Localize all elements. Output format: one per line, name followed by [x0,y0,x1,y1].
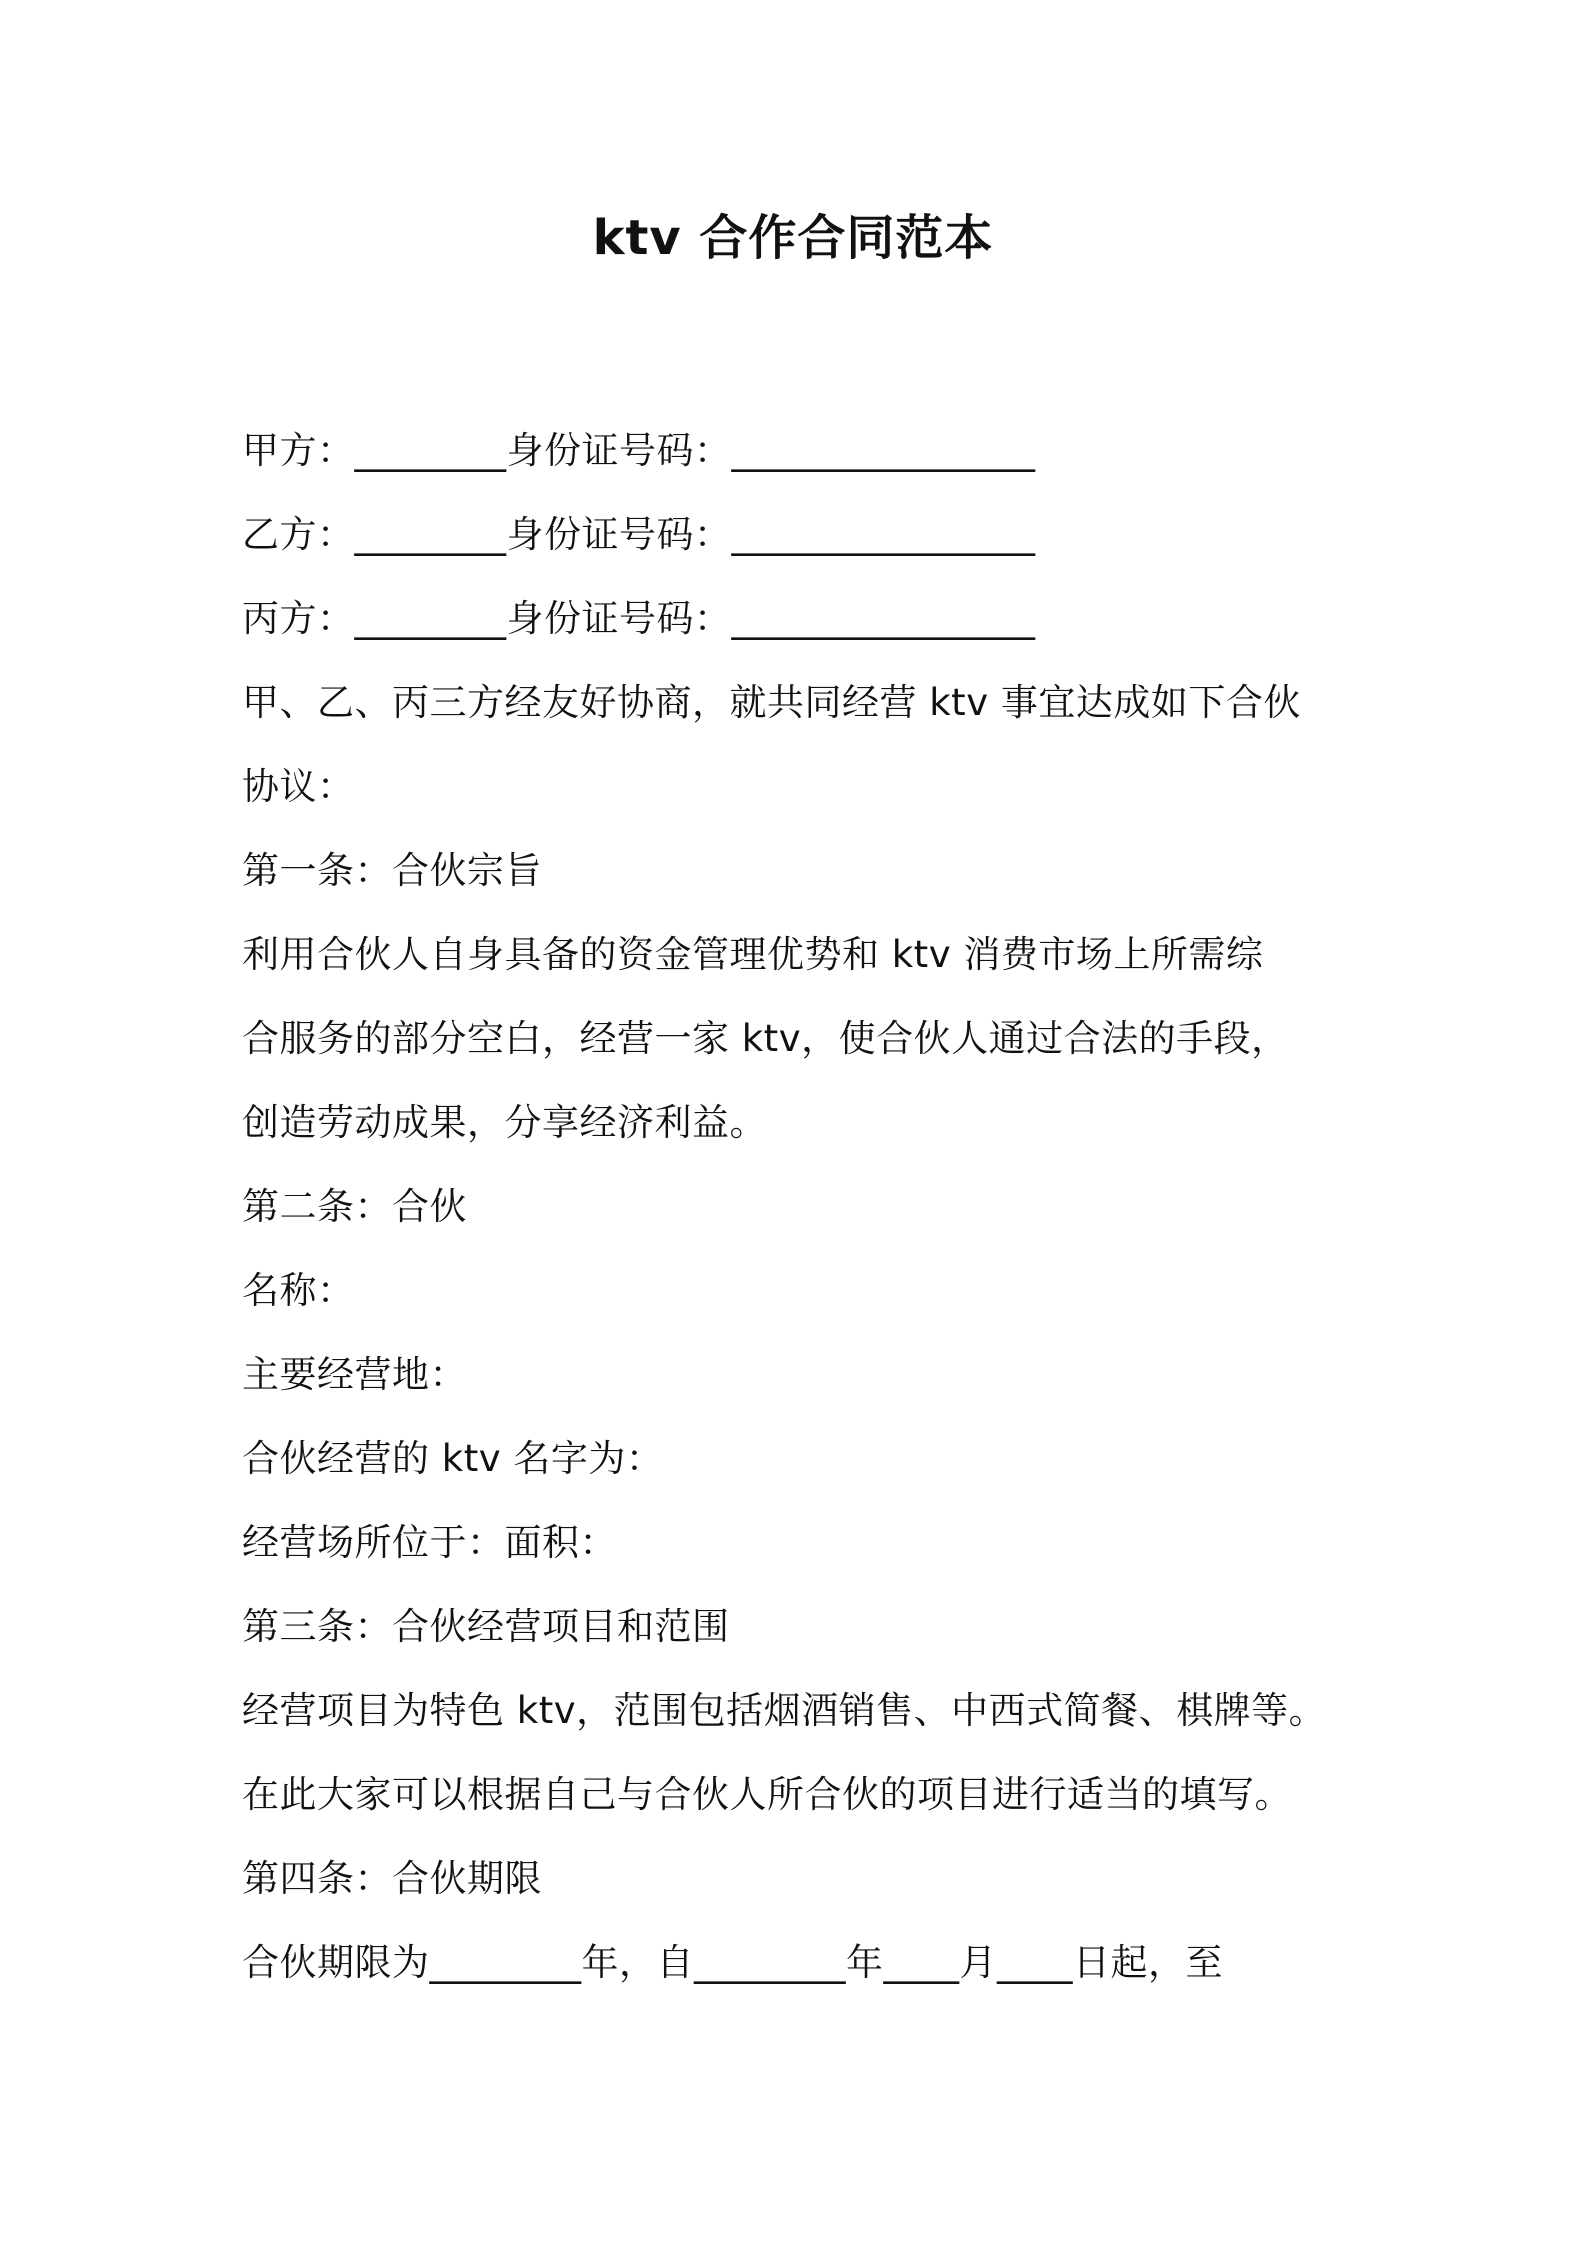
article-1-text-line-2: 合服务的部分空白，经营一家 ktv，使合伙人通过合法的手段， [242,1017,1289,1060]
article-1-heading: 第一条：合伙宗旨 [242,849,542,892]
party-c-line: 丙方：________身份证号码：________________ [242,597,1036,640]
article-2-heading: 第二条：合伙 [242,1185,467,1228]
document-body [242,409,1362,2005]
article-3-text-line-1: 经营项目为特色 ktv，范围包括烟酒销售、中西式简餐、棋牌等。 [242,1689,1327,1732]
article-1-text-line-1: 利用合伙人自身具备的资金管理优势和 ktv 消费市场上所需综 [242,933,1264,976]
party-b-line: 乙方：________身份证号码：________________ [242,513,1036,556]
agreement-intro-line-1: 甲、乙、丙三方经友好协商，就共同经营 ktv 事宜达成如下合伙 [242,681,1301,724]
article-4-text-line-1: 合伙期限为________年，自________年____月____日起，至 [242,1941,1223,1984]
name-field-line: 名称： [242,1269,355,1312]
article-3-heading: 第三条：合伙经营项目和范围 [242,1605,730,1648]
article-4-heading: 第四条：合伙期限 [242,1857,542,1900]
document-title: ktv 合作合同范本 [592,210,994,266]
article-1-text-line-3: 创造劳动成果，分享经济利益。 [242,1101,767,1144]
article-3-text-line-2: 在此大家可以根据自己与合伙人所合伙的项目进行适当的填写。 [242,1773,1292,1816]
ktv-name-line: 合伙经营的 ktv 名字为： [242,1437,664,1480]
agreement-intro-line-2: 协议： [242,765,355,808]
main-business-location-line: 主要经营地： [242,1353,467,1396]
business-premises-line: 经营场所位于：面积： [242,1521,617,1564]
party-a-line: 甲方：________身份证号码：________________ [242,429,1036,472]
